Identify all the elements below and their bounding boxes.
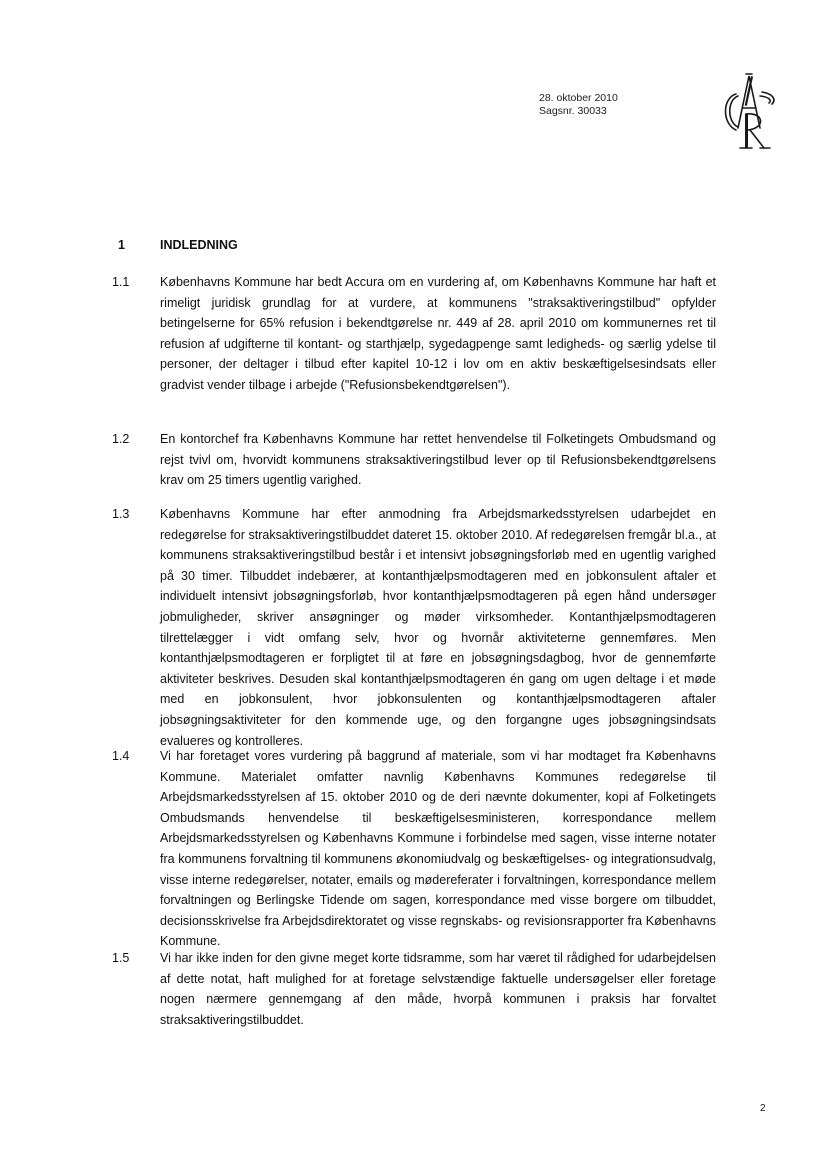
paragraph-text: Vi har foretaget vores vurdering på baggrund af materiale, som vi har modtaget fra Københavns Kommune. Materialet omfatter navnlig Københavns Kommunes redegørelse til Arbejdsmarkedsstyrelsen af 15. oktober 2010 og de deri nævnte dokumenter, kopi af Folketingets Ombudsmands henvendelse til beskæftigelsesministeren, korrespondance mellem Arbejdsmarkedsstyrelsen og Københavns Kommune i forbindelse med sagen, visse interne notater fra kommunens forvaltning til kommunens økonomiudvalg og beskæftigelses- og integrationsudvalg, visse interne redegørelser, notater, emails og mødereferater i forvaltningen, korrespondance mellem forvaltningen og Berlingske Tidende om sagen, korrespondance med visse borgere om tilbuddet, decisionsskrivelse fra Arbejdsdirektoratet og visse regnskabs- og revisionsrapporter fra Københavns Kommune. — [160, 749, 716, 949]
paragraph-1-3 — [112, 504, 718, 751]
case-number: Sagsnr. 30033 — [539, 105, 607, 117]
heading-title: INDLEDNING — [160, 238, 238, 252]
document-date: 28. oktober 2010 — [539, 92, 618, 104]
paragraph-1-1 — [112, 272, 718, 396]
heading-number: 1 — [118, 238, 125, 252]
paragraph-number: 1.5 — [112, 951, 130, 965]
accura-logo-icon — [716, 70, 782, 152]
page-number: 2 — [760, 1103, 766, 1114]
paragraph-number: 1.2 — [112, 432, 130, 446]
paragraph-text: En kontorchef fra Københavns Kommune har rettet henvendelse til Folketingets Ombudsmand og rejst tvivl om, hvorvidt kommunens straksaktiveringstilbud lever op til Refusionsbekendtgørelsens krav om 25 timers ugentlig varighed. — [160, 432, 716, 488]
paragraph-1-4 — [112, 746, 718, 952]
paragraph-number: 1.3 — [112, 507, 130, 521]
paragraph-text: Vi har ikke inden for den givne meget korte tidsramme, som har været til rådighed for udarbejdelsen af dette notat, haft mulighed for at foretage selvstændige faktuelle undersøgelser eller foretage nogen nærmere gennemgang af den måde, hvorpå kommunen i praksis har forvaltet straksaktiveringstilbuddet. — [160, 951, 716, 1027]
paragraph-text: Københavns Kommune har bedt Accura om en vurdering af, om Københavns Kommune har haft et rimeligt juridisk grundlag for at vurdere, at kommunens "straksaktiveringstilbud" opfylder betingelserne for 65% refusion i bekendtgørelse nr. 449 af 28. april 2010 om kommunernes ret til refusion af udgifterne til kontant- og starthjælp, sygedagpenge samt ledigheds- og særlig ydelse til personer, der deltager i tilbud efter kapitel 10-12 i lov om en aktiv beskæftigelsesindsats eller gradvist vender tilbage i arbejde ("Refusionsbekendtgørelsen"). — [160, 275, 716, 392]
paragraph-number: 1.1 — [112, 275, 130, 289]
paragraph-text: Københavns Kommune har efter anmodning fra Arbejdsmarkedsstyrelsen udarbejdet en redegørelse for straksaktiveringstilbuddet dateret 15. oktober 2010. Af redegørelsen fremgår bl.a., at kommunens straksaktiveringstilbud består i et intensivt jobsøgningsforløb med en ugentlig varighed på 30 timer. Tilbuddet indebærer, at kontanthjælpsmodtageren med en jobkonsulent aftaler et individuelt intensivt jobsøgningsforløb, hvor kontanthjælpsmodtageren på egen hånd undersøger jobmuligheder, skriver ansøgninger og møder virksomheder. Kontanthjælpsmodtageren tilrettelægger i vidt omfang selv, hvor og hvornår aktiviteterne gennemføres. Men kontanthjælpsmodtageren er forpligtet til at føre en jobsøgningsdagbog, hvor de gennemførte aktiviteter beskrives. Desuden skal kontanthjælpsmodtageren én gang om ugen deltage i et møde med en jobkonsulent, hvor jobkonsulenten og kontanthjælpsmodtageren aftaler jobsøgningsaktiviteter for den kommende uge, og den forgangne uges jobsøgningsindsats evalueres og kontrolleres. — [160, 507, 716, 748]
paragraph-number: 1.4 — [112, 749, 130, 763]
paragraph-1-2 — [112, 429, 718, 491]
document-meta — [539, 92, 618, 118]
paragraph-1-5 — [112, 948, 718, 1030]
